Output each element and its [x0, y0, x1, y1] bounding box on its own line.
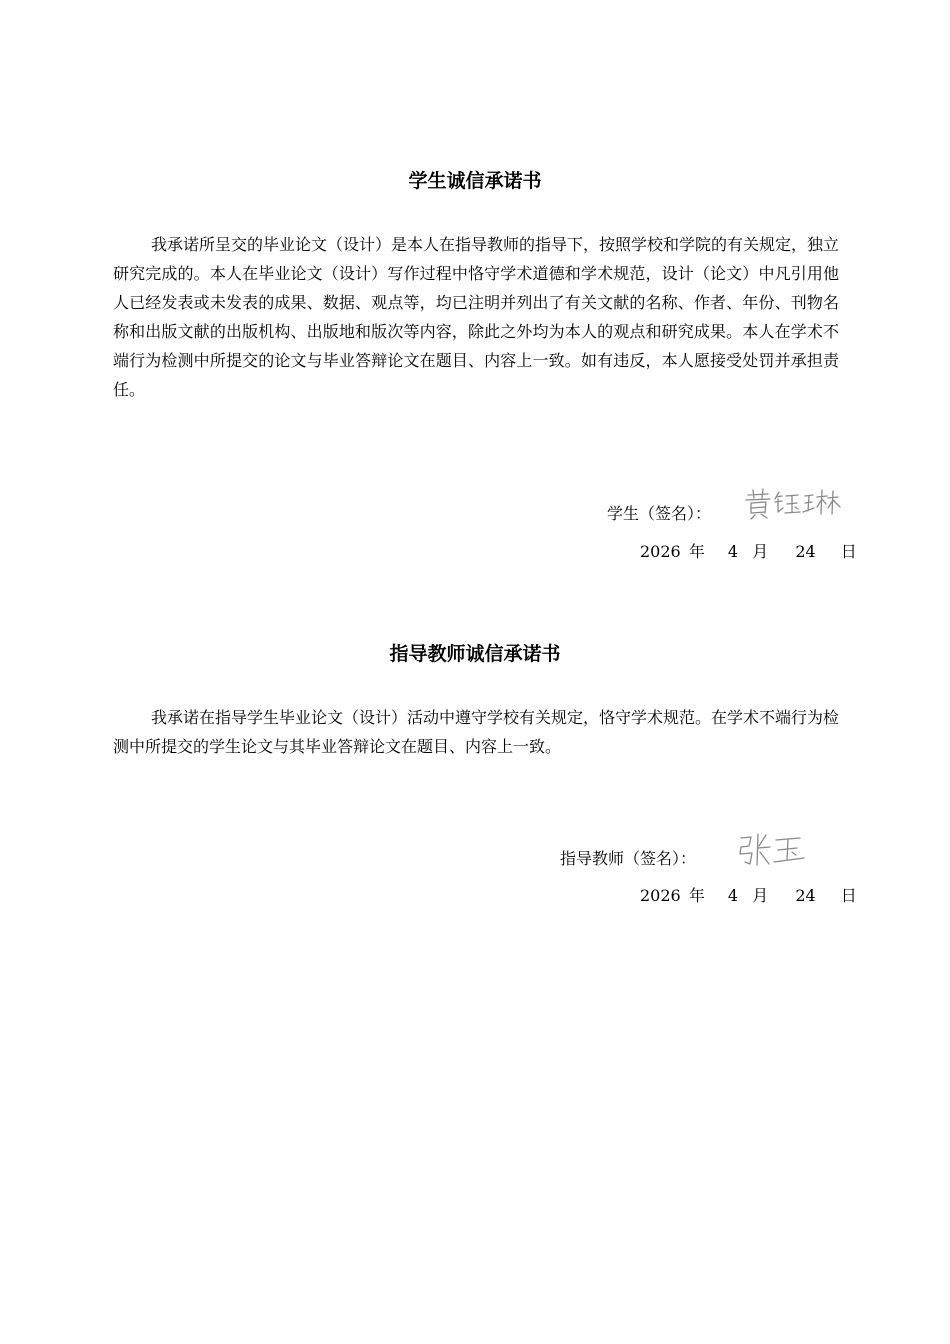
student-date-month: 4 — [727, 542, 739, 561]
advisor-date-year-unit: 年 — [688, 886, 705, 905]
student-signature-image — [742, 486, 842, 520]
student-date-year-unit: 年 — [688, 542, 705, 561]
student-date-month-unit: 月 — [752, 542, 769, 561]
advisor-date-year: 2026 — [640, 886, 681, 905]
advisor-pledge-body: 我承诺在指导学生毕业论文（设计）活动中遵守学校有关规定，恪守学术规范。在学术不端行为检测中所提交的学生论文与其毕业答辩论文在题目、内容上一致。 — [113, 708, 840, 756]
advisor-date-day-unit: 日 — [840, 886, 857, 905]
advisor-date-day: 24 — [795, 886, 816, 905]
student-pledge-body: 我承诺所呈交的毕业论文（设计）是本人在指导教师的指导下，按照学校和学院的有关规定，独立研究完成的。本人在毕业论文（设计）写作过程中恪守学术道德和学术规范，设计（论文）中凡引用他人已经发表或未发表的成果、数据、观点等，均已注明并列出了有关文献的名称、作者、年份、刊物名称和出版文献的出版机构、出版地和版次等内容，除此之外均为本人的观点和研究成果。本人在学术不端行为检测中所提交的论文与毕业答辩论文在题目、内容上一致。如有违反，本人愿接受处罚并承担责任。 — [113, 235, 840, 399]
student-date — [640, 540, 857, 564]
advisor-signature-image — [736, 830, 816, 870]
advisor-date-month: 4 — [727, 886, 739, 905]
advisor-date-month-unit: 月 — [752, 886, 769, 905]
student-date-day: 24 — [795, 542, 816, 561]
advisor-pledge-title: 指导教师诚信承诺书 — [389, 643, 561, 665]
student-pledge-title: 学生诚信承诺书 — [408, 170, 542, 192]
advisor-sign-label: 指导教师（签名）： — [560, 849, 697, 868]
student-sign-label: 学生（签名）： — [607, 504, 712, 523]
student-date-day-unit: 日 — [840, 542, 857, 561]
advisor-date — [640, 884, 857, 908]
student-date-year: 2026 — [640, 542, 681, 561]
